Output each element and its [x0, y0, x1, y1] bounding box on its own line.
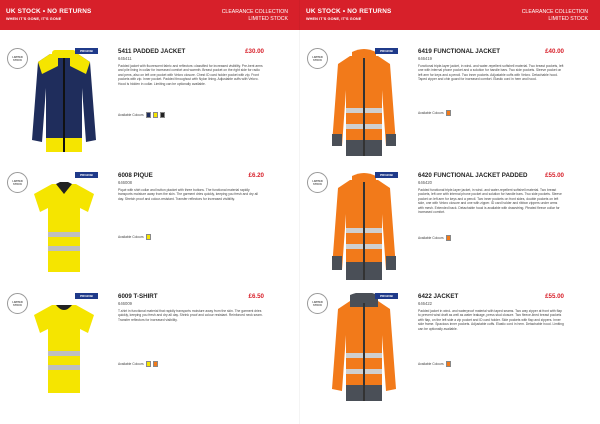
available-colours [118, 361, 158, 367]
product-6009 [0, 293, 300, 421]
banner-subtitle: WHEN IT'S GONE, IT'S GONE [6, 17, 62, 21]
product-code: 645411 [118, 56, 132, 61]
product-title: 6009 T-SHIRT [118, 293, 158, 300]
product-description: Functional triple-layer jacket, in wind- and water-repellent softshell material. Two breast pockets, left one with internal phone pocket and a solution for handle bars. Two side pockets. Sleeve pocket on left arm for keys and a pencil. Two inner pockets. Adjustable cuffs with Velcro. Detachable hood. Taped zipper and chin guard for increased comfort. Elastic cord in hem and hood. [418, 64, 564, 82]
product-5411 [0, 48, 300, 176]
limited-stock-badge: LIMITED STOCK [7, 172, 28, 193]
t-shirt-image [28, 293, 100, 405]
available-colours-label: Available Colours [118, 235, 144, 239]
limited-stock-badge: LIMITED STOCK [307, 48, 328, 69]
product-description: Padded jacket with fluorescent fabric and reflectors: classified for increased visibility. Pre-bent arms and pile lining in collar for increased comfort and warmth. Breast pocket on the right side for radio and pens, also on left one pocket with Velcro closure. Chest ID card holder pocket with zip. Front pockets with zip. Inner pocket. Padded throughout with Nylon lining. Adjustable cuffs with Velcro. Hood is hidden in collar. Limiting can be optionally available. [118, 64, 263, 86]
product-code: 646009 [118, 301, 132, 306]
brand-logo: PROJOB [375, 48, 398, 54]
colour-swatch-yellow [146, 361, 151, 367]
available-colours-label: Available Colours [418, 111, 444, 115]
banner-title: UK STOCK • NO RETURNS [6, 8, 92, 15]
limited-stock-badge: LIMITED STOCK [7, 293, 28, 314]
available-colours-label: Available Colours [418, 236, 444, 240]
product-code: 646420 [418, 180, 432, 185]
colour-swatch-orange [446, 110, 451, 116]
available-colours [418, 361, 451, 367]
product-description: Padded functional triple-layer jacket, in wind- and water-repellent softshell material. Two breast pockets, left one with internal phone pocket and solution for handle bars. Two side pockets. Sleeve pocket on left arm for keys and a pencil. Two inner pockets on front sides, double pockets on left side, one with Velcro closure and one with zipper. ID card holder and ribbon zippers under arms with mesh. Extended back. Detachable hood is available with drawstring. Pleated fleece collar for increased comfort. [418, 188, 562, 215]
right-banner [300, 0, 600, 30]
limited-stock-badge: LIMITED STOCK [7, 48, 28, 69]
available-colours [118, 112, 165, 118]
available-colours-label: Available Colours [418, 362, 444, 366]
product-code: 646422 [418, 301, 432, 306]
banner-clearance-line1: CLEARANCE COLLECTION [221, 9, 288, 15]
pique-image [28, 172, 100, 284]
product-price: £40.00 [545, 48, 564, 55]
product-title: 6420 FUNCTIONAL JACKET PADDED [418, 172, 528, 179]
banner-clearance-line2: LIMITED STOCK [248, 16, 288, 22]
colour-swatch-orange [153, 361, 158, 367]
product-description: Padded jacket in wind- and waterproof material with taped seams. Two way zipper at front with flap to prevent wind draft as well as water leakage, press stud closure. Two fleece-lined breast pockets with flap, on the left side a zip pocket and ID card holder. Side pockets with flap and zippers. Inner side frame. Spacious inner pockets. Adjustable cuffs. Elastic cord in hem. Detachable hood. Limiting can be optionally available. [418, 309, 564, 331]
product-title: 6008 PIQUE [118, 172, 153, 179]
product-price: £6.50 [248, 293, 264, 300]
brand-logo: PROJOB [375, 172, 398, 178]
banner-clearance-line1: CLEARANCE COLLECTION [521, 9, 588, 15]
available-colours [118, 234, 151, 240]
colour-swatch-navy [146, 112, 151, 118]
product-title: 5411 PADDED JACKET [118, 48, 186, 55]
limited-stock-badge: LIMITED STOCK [307, 293, 328, 314]
brand-logo: PROJOB [75, 48, 98, 54]
product-6422 [300, 293, 600, 421]
functional-jacket-image [328, 48, 400, 160]
jacket-image [328, 293, 400, 405]
colour-swatch-black [160, 112, 165, 118]
colour-swatch-yellow [146, 234, 151, 240]
product-description: T-shirt in functional material that rapidly transports moisture away from the skin. The garment dries quickly, keeping you fresh and dry all day. Shrink proof and colour resistant. Reinforced neck seam. Transfer reflectors for increased visibility. [118, 309, 263, 322]
colour-swatch-orange [446, 361, 451, 367]
product-code: 646419 [418, 56, 432, 61]
padded-functional-jacket-image [328, 172, 400, 284]
padded-jacket-image [28, 48, 100, 160]
colour-swatch-orange [446, 235, 451, 241]
banner-title: UK STOCK • NO RETURNS [306, 8, 392, 15]
brand-logo: PROJOB [75, 172, 98, 178]
product-price: £55.00 [545, 293, 564, 300]
product-price: £30.00 [245, 48, 264, 55]
product-6419 [300, 48, 600, 176]
left-banner [0, 0, 300, 30]
product-price: £55.00 [545, 172, 564, 179]
banner-clearance [522, 9, 588, 23]
brand-logo: PROJOB [75, 293, 98, 299]
banner-clearance-line2: LIMITED STOCK [548, 16, 588, 22]
brand-logo: PROJOB [375, 293, 398, 299]
product-title: 6419 FUNCTIONAL JACKET [418, 48, 501, 55]
product-title: 6422 JACKET [418, 293, 459, 300]
limited-stock-badge: LIMITED STOCK [307, 172, 328, 193]
banner-clearance [222, 9, 288, 23]
available-colours-label: Available Colours [118, 362, 144, 366]
product-description: Piqué with shirt collar and button placket with three buttons. The functional material rapidly transports moisture away from the skin. The garment dries quickly, keeping you fresh and dry all day. Stretch proof and colour-resistant. Transfer reflectors for increased visibility. [118, 188, 258, 201]
product-6008 [0, 172, 300, 300]
available-colours-label: Available Colours [118, 113, 144, 117]
product-code: 646008 [118, 180, 132, 185]
available-colours [418, 110, 451, 116]
available-colours [418, 235, 451, 241]
right-page [300, 0, 600, 424]
colour-swatch-yellow [153, 112, 158, 118]
product-price: £6.20 [248, 172, 264, 179]
banner-subtitle: WHEN IT'S GONE, IT'S GONE [306, 17, 362, 21]
product-6420 [300, 172, 600, 300]
